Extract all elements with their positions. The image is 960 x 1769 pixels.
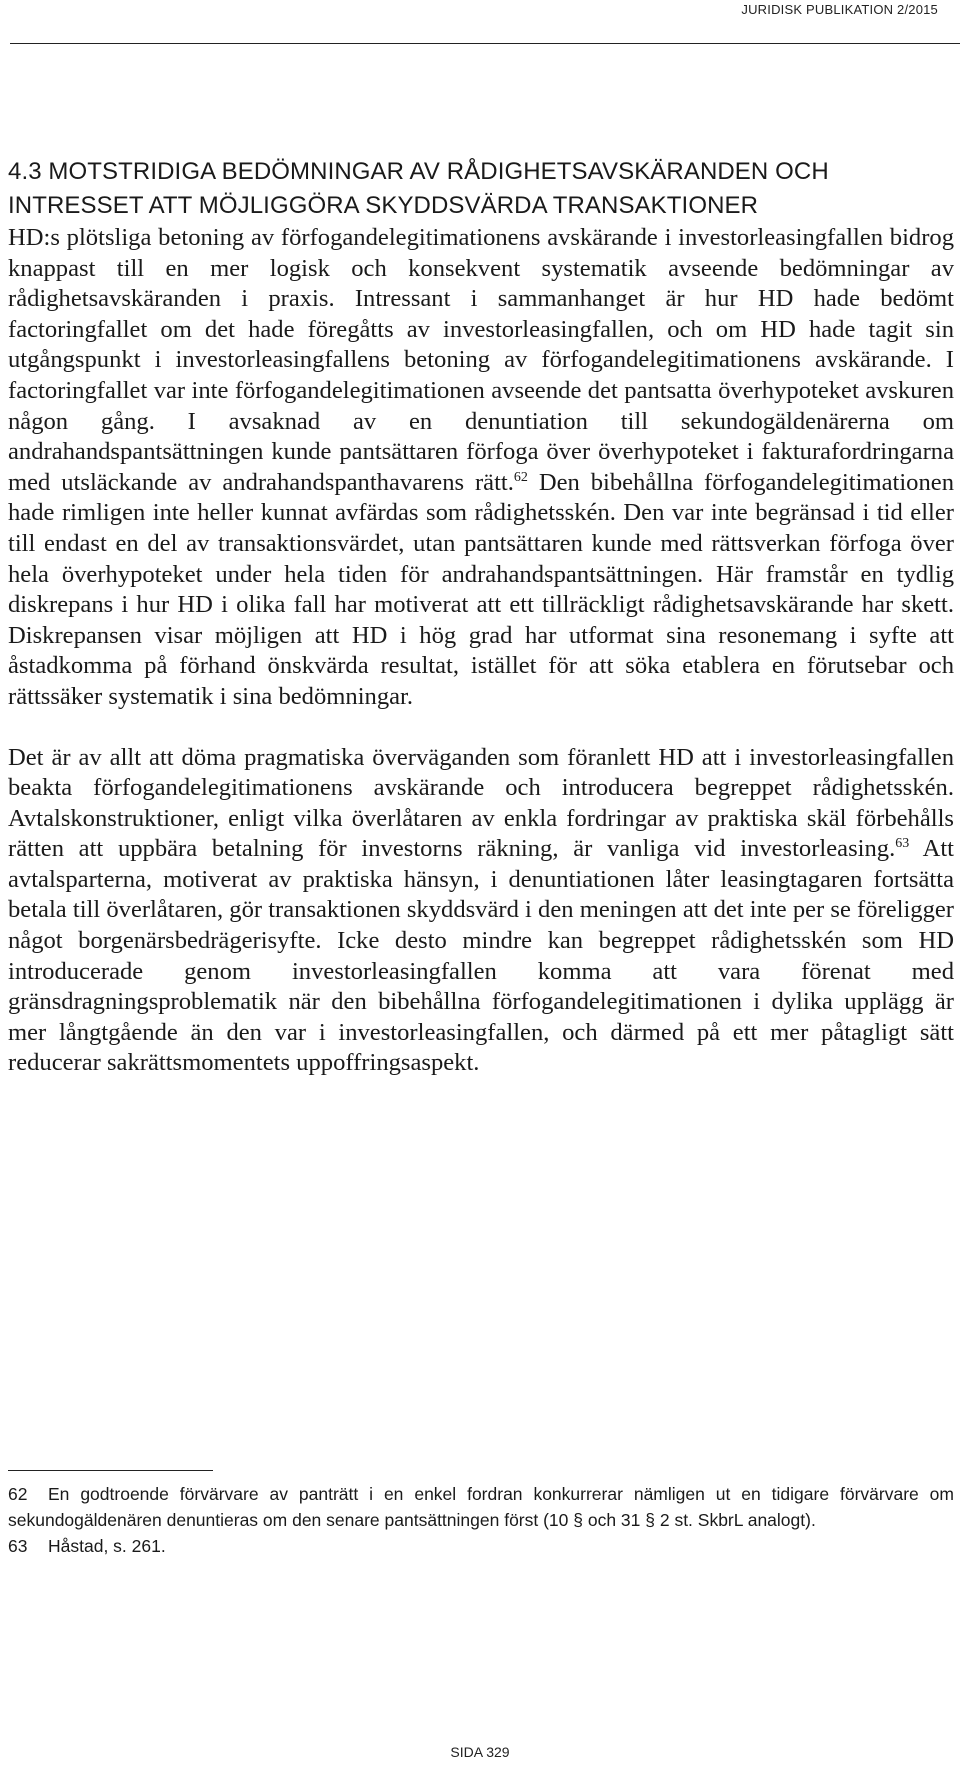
footnotes (8, 1481, 954, 1559)
footnote-text: Håstad, s. 261. (48, 1536, 166, 1556)
page-number: SIDA 329 (450, 1744, 510, 1760)
footnote-number: 63 (8, 1536, 28, 1556)
footnote-text: En godtroende förvärvare av panträtt i en enkel fordran konkurrerar nämligen ut en tidigare förvärvare om sekundogäldenären denuntieras om den senare pantsättningen först (10 § och 31 § 2 st. SkbrL analogt). (8, 1484, 954, 1530)
page-body (8, 155, 954, 1079)
footnote-ref-63[interactable]: 63 (895, 836, 910, 852)
footnote-63 (8, 1533, 954, 1559)
section-heading (8, 155, 954, 223)
footnote-number: 62 (8, 1484, 28, 1504)
section-heading-line2: INTRESSET ATT MÖJLIGGÖRA SKYDDSVÄRDA TRANSAKTIONER (8, 192, 759, 219)
body-paragraph-2 (8, 743, 954, 1080)
paragraph-2-text-a: Det är av allt att döma pragmatiska överväganden som föranlett HD att i investorleasingfallen beakta förfogandelegitimationens avskärande och introducera begreppet rådighetsskén. Avtalskonstruktioner, enligt vilka överlåtaren av enkla fordringar av praktiska skäl förbehålls rätten att uppbära betalning för investorns räkning, är vanliga vid investorleasing. (8, 743, 954, 863)
running-header: JURIDISK PUBLIKATION 2/2015 (741, 2, 938, 17)
footnote-ref-62[interactable]: 62 (513, 469, 528, 485)
paragraph-1-text-a: HD:s plötsliga betoning av förfogandelegitimationens avskärande i investorleasingfallen bidrog knappast till en mer logisk och konsekvent systematik avseende bedömningar av rådighetsavskäranden i praxis. Intressant i sammanhanget är hur HD hade bedömt factoringfallet om det hade föregåtts av investorleasingfallen, och om HD hade tagit sin utgångspunkt i investorleasingfallens betoning av förfogandelegitimationens avskärande. I factoringfallet var inte förfogandelegitimationen avseende det pantsatta överhypoteket avskuren någon gång. I avsaknad av en denuntiation till sekundogäldenärerna om andrahandspantsättningen kunde pantsättaren förfoga över överhypoteket i fakturafordringarna med utsläckande av andrahandspanthavarens rätt. (8, 224, 954, 496)
footnote-62 (8, 1481, 954, 1533)
paragraph-2-text-b: Att avtalsparterna, motiverat av praktiska hänsyn, i denuntiationen låter leasingtagaren fortsätta betala till överlåtaren, gör transaktionen skyddsvärd i den meningen att det inte per se föreligger något borgenärsbedrägerisyfte. Icke desto mindre kan begreppet rådighetsskén som HD introducerade genom investorleasingfallen komma att vara förenat med gränsdragningsproblematik när den bibehållna förfogandelegitimationen i dylika upplägg är mer långtgående än den var i investorleasingfallen, och därmed på ett mer påtagligt sätt reducerar sakrättsmomentets uppoffringsaspekt. (8, 835, 955, 1077)
paragraph-1-text-b: Den bibehållna förfogandelegitimationen hade rimligen inte heller kunnat avfärdas som rådighetsskén. Den var inte begränsad i tid eller till endast en del av transaktionsvärdet, utan pantsättaren kunde med rättsverkan förfoga över hela överhypoteket under hela tiden för andrahandspantsättningen. Här framstår en tydlig diskrepans i hur HD i olika fall har motiverat att ett tillräckligt rådighetsavskärande har skett. Diskrepansen visar möjligen att HD i hög grad har utformat sina resonemang i syfte att åstadkomma på förhand önskvärda resultat, istället för att söka etablera en förutsebar och rättssäker systematik i sina bedömningar. (8, 468, 954, 710)
body-paragraph-1 (8, 223, 954, 713)
header-rule (10, 43, 960, 44)
section-heading-line1: 4.3 MOTSTRIDIGA BEDÖMNINGAR AV RÅDIGHETSAVSKÄRANDEN OCH (8, 158, 829, 185)
footnote-rule (8, 1470, 213, 1471)
